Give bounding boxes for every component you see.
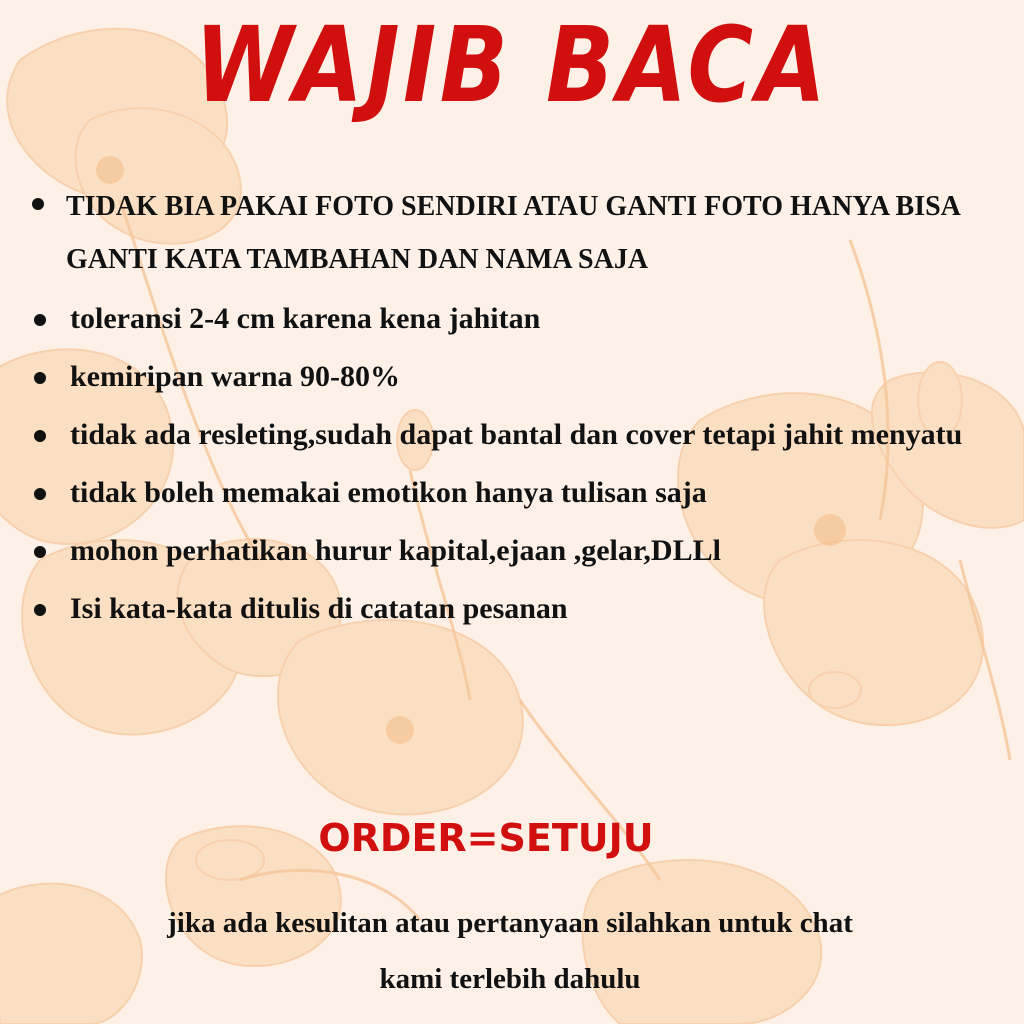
- list-item-text: TIDAK BIA PAKAI FOTO SENDIRI ATAU GANTI FOTO HANYA BISA GANTI KATA TAMBAHAN DAN NAMA SAJA: [66, 191, 960, 275]
- list-item: [28, 522, 998, 580]
- bullet-dot-icon: [34, 488, 46, 500]
- bullet-dot-icon: [34, 546, 46, 558]
- bullet-dot-icon: [34, 314, 46, 326]
- list-item: [28, 580, 998, 638]
- list-item: [28, 406, 998, 464]
- bullet-dot-icon: [34, 604, 46, 616]
- list-item-text: tidak ada resleting,sudah dapat bantal dan cover tetapi jahit menyatu: [70, 418, 963, 451]
- list-item: [28, 464, 998, 522]
- list-item-text: kemiripan warna 90-80%: [70, 360, 400, 393]
- list-item-text: tidak boleh memakai emotikon hanya tulisan saja: [70, 476, 707, 509]
- bullet-dot-icon: [34, 372, 46, 384]
- list-item: [28, 290, 998, 348]
- list-item: [28, 180, 998, 286]
- list-item: [28, 348, 998, 406]
- list-item-text: toleransi 2-4 cm karena kena jahitan: [70, 302, 541, 335]
- page-title: WAJIB BACA: [194, 4, 830, 126]
- list-item-text: mohon perhatikan hurur kapital,ejaan ,gelar,DLLl: [70, 534, 721, 567]
- footer-line-2: kami terlebih dahulu: [379, 963, 641, 995]
- rules-list: [28, 180, 998, 638]
- bullet-dot-icon: [32, 198, 44, 210]
- order-agreement-heading: ORDER=SETUJU: [318, 816, 654, 860]
- footer-line-1: jika ada kesulitan atau pertanyaan silahkan untuk chat: [167, 907, 853, 939]
- bullet-dot-icon: [34, 430, 46, 442]
- footer-note: [0, 895, 1020, 1007]
- list-item-text: Isi kata-kata ditulis di catatan pesanan: [70, 592, 568, 625]
